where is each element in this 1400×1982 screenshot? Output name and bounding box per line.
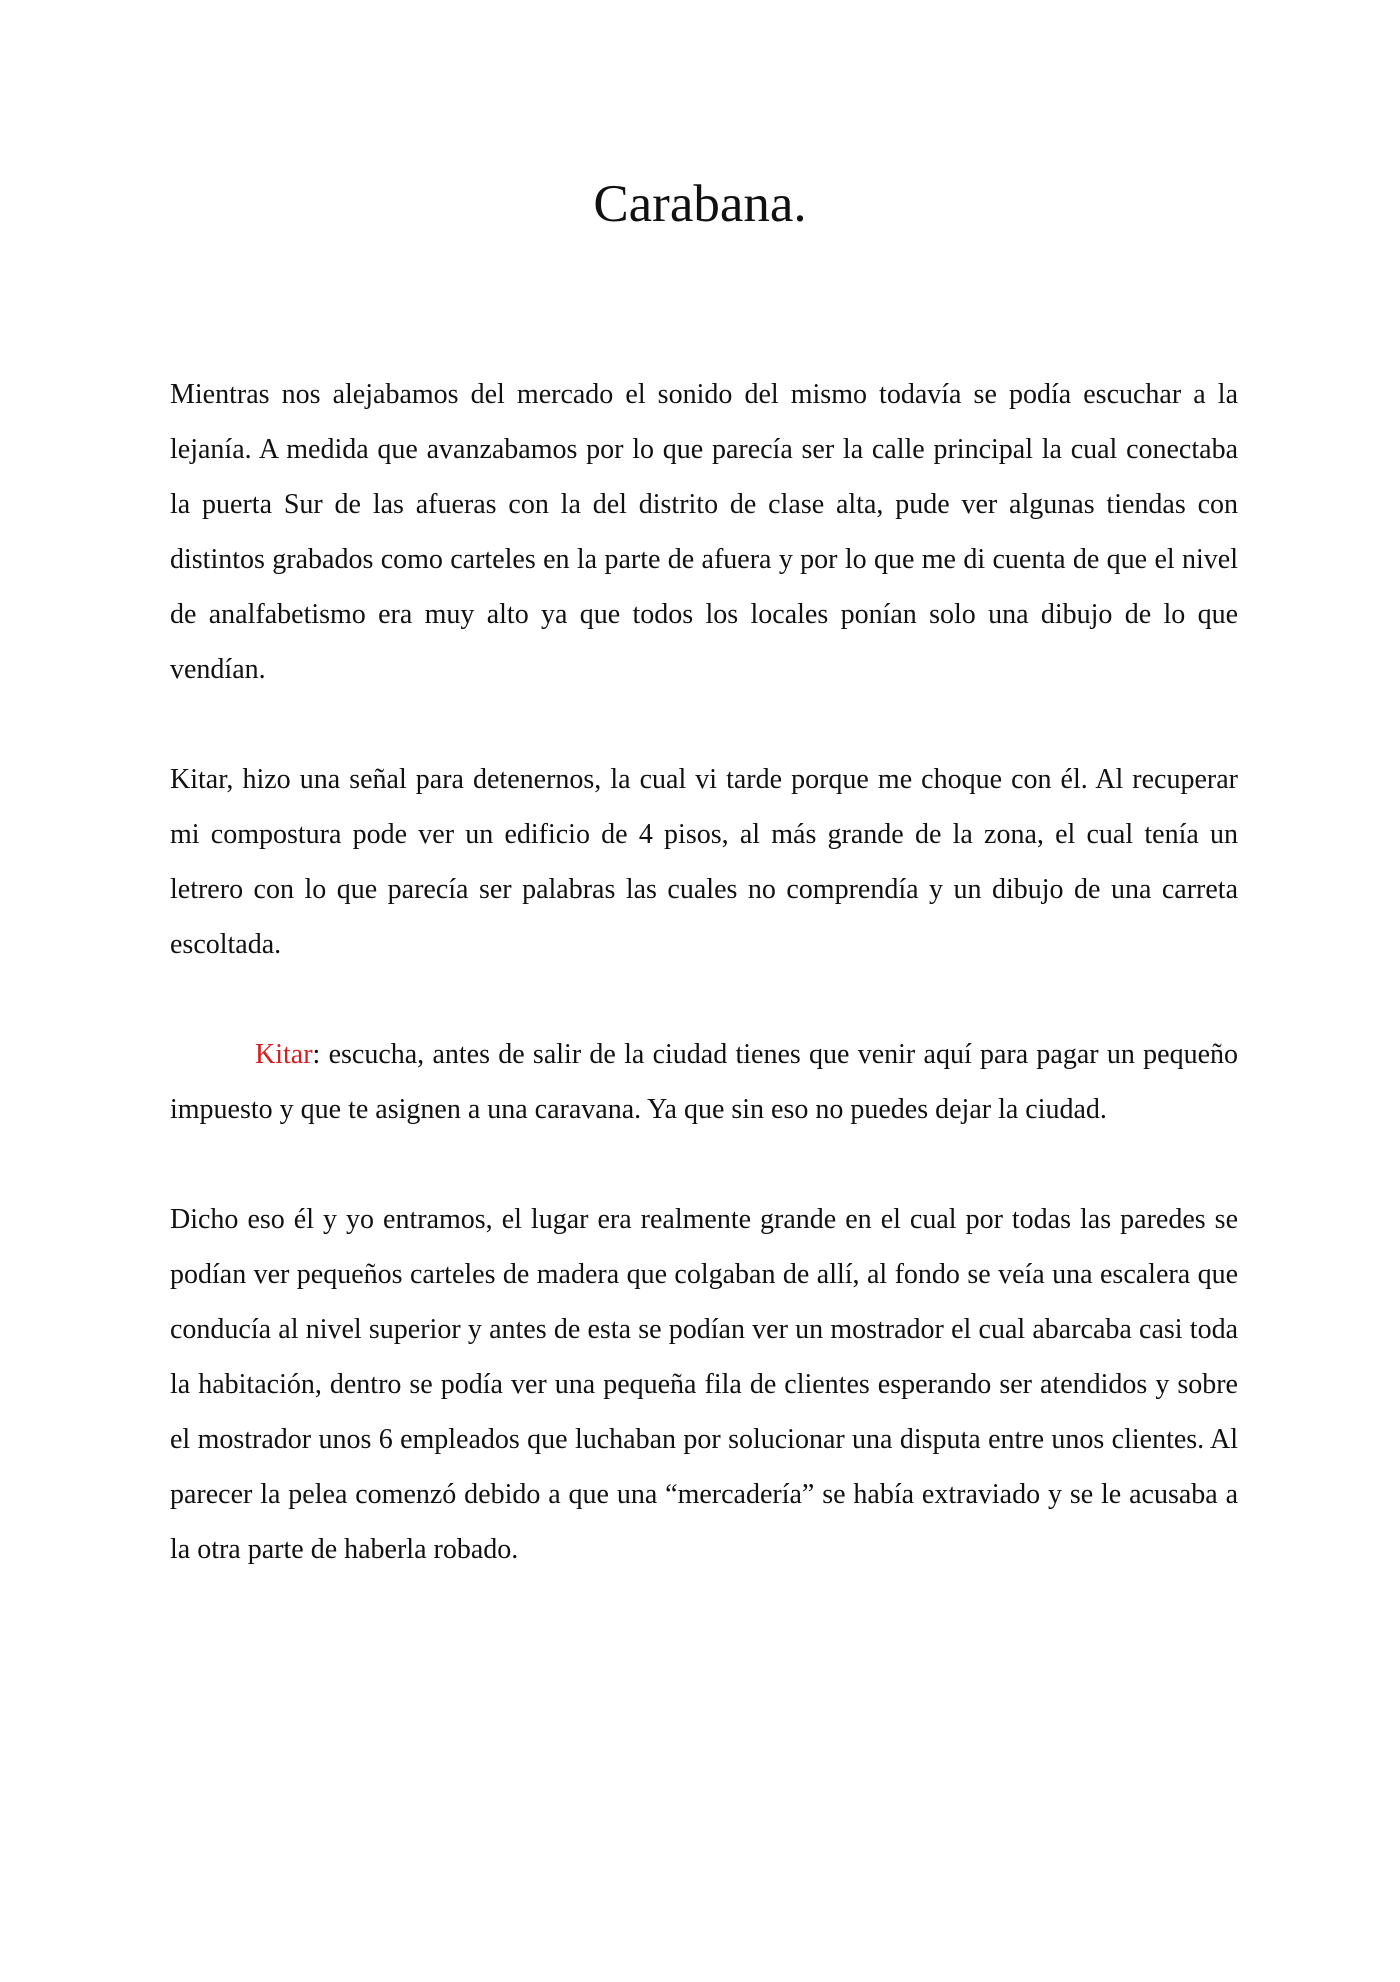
paragraph-4: Dicho eso él y yo entramos, el lugar era realmente grande en el cual por todas las paredes se podían ver pequeños carteles de madera que colgaban de allí, al fondo se veía una escalera que conducía al nivel superior y antes de esta se podían ver un mostrador el cual abarcaba casi toda la habitación, dentro se podía ver una pequeña fila de clientes esperando ser atendidos y sobre el mostrador unos 6 empleados que luchaban por solucionar una disputa entre unos clientes. Al parecer la pelea comenzó debido a que una “mercadería” se había extraviado y se le acusaba a la otra parte de haberla robado.	[170, 1204, 1238, 1565]
dialogue-text: : escucha, antes de salir de la ciudad tienes que venir aquí para pagar un pequeño impuesto y que te asignen a una caravana. Ya que sin eso no puedes dejar la ciudad.	[170, 1039, 1238, 1125]
document-title: Carabana.	[593, 175, 807, 233]
paragraph-1: Mientras nos alejabamos del mercado el sonido del mismo todavía se podía escuchar a la lejanía. A medida que avanzabamos por lo que parecía ser la calle principal la cual conectaba la puerta Sur de las afueras con la del distrito de clase alta, pude ver algunas tiendas con distintos grabados como carteles en la parte de afuera y por lo que me di cuenta de que el nivel de analfabetismo era muy alto ya que todos los locales ponían solo una dibujo de lo que vendían.	[170, 379, 1238, 685]
paragraph-2: Kitar, hizo una señal para detenernos, la cual vi tarde porque me choque con él. Al recuperar mi compostura pode ver un edificio de 4 pisos, al más grande de la zona, el cual tenía un letrero con lo que parecía ser palabras las cuales no comprendía y un dibujo de una carreta escoltada.	[170, 764, 1238, 960]
speaker-name: Kitar	[255, 1039, 313, 1070]
document-body	[170, 367, 1238, 1632]
dialogue-paragraph	[170, 1027, 1238, 1137]
